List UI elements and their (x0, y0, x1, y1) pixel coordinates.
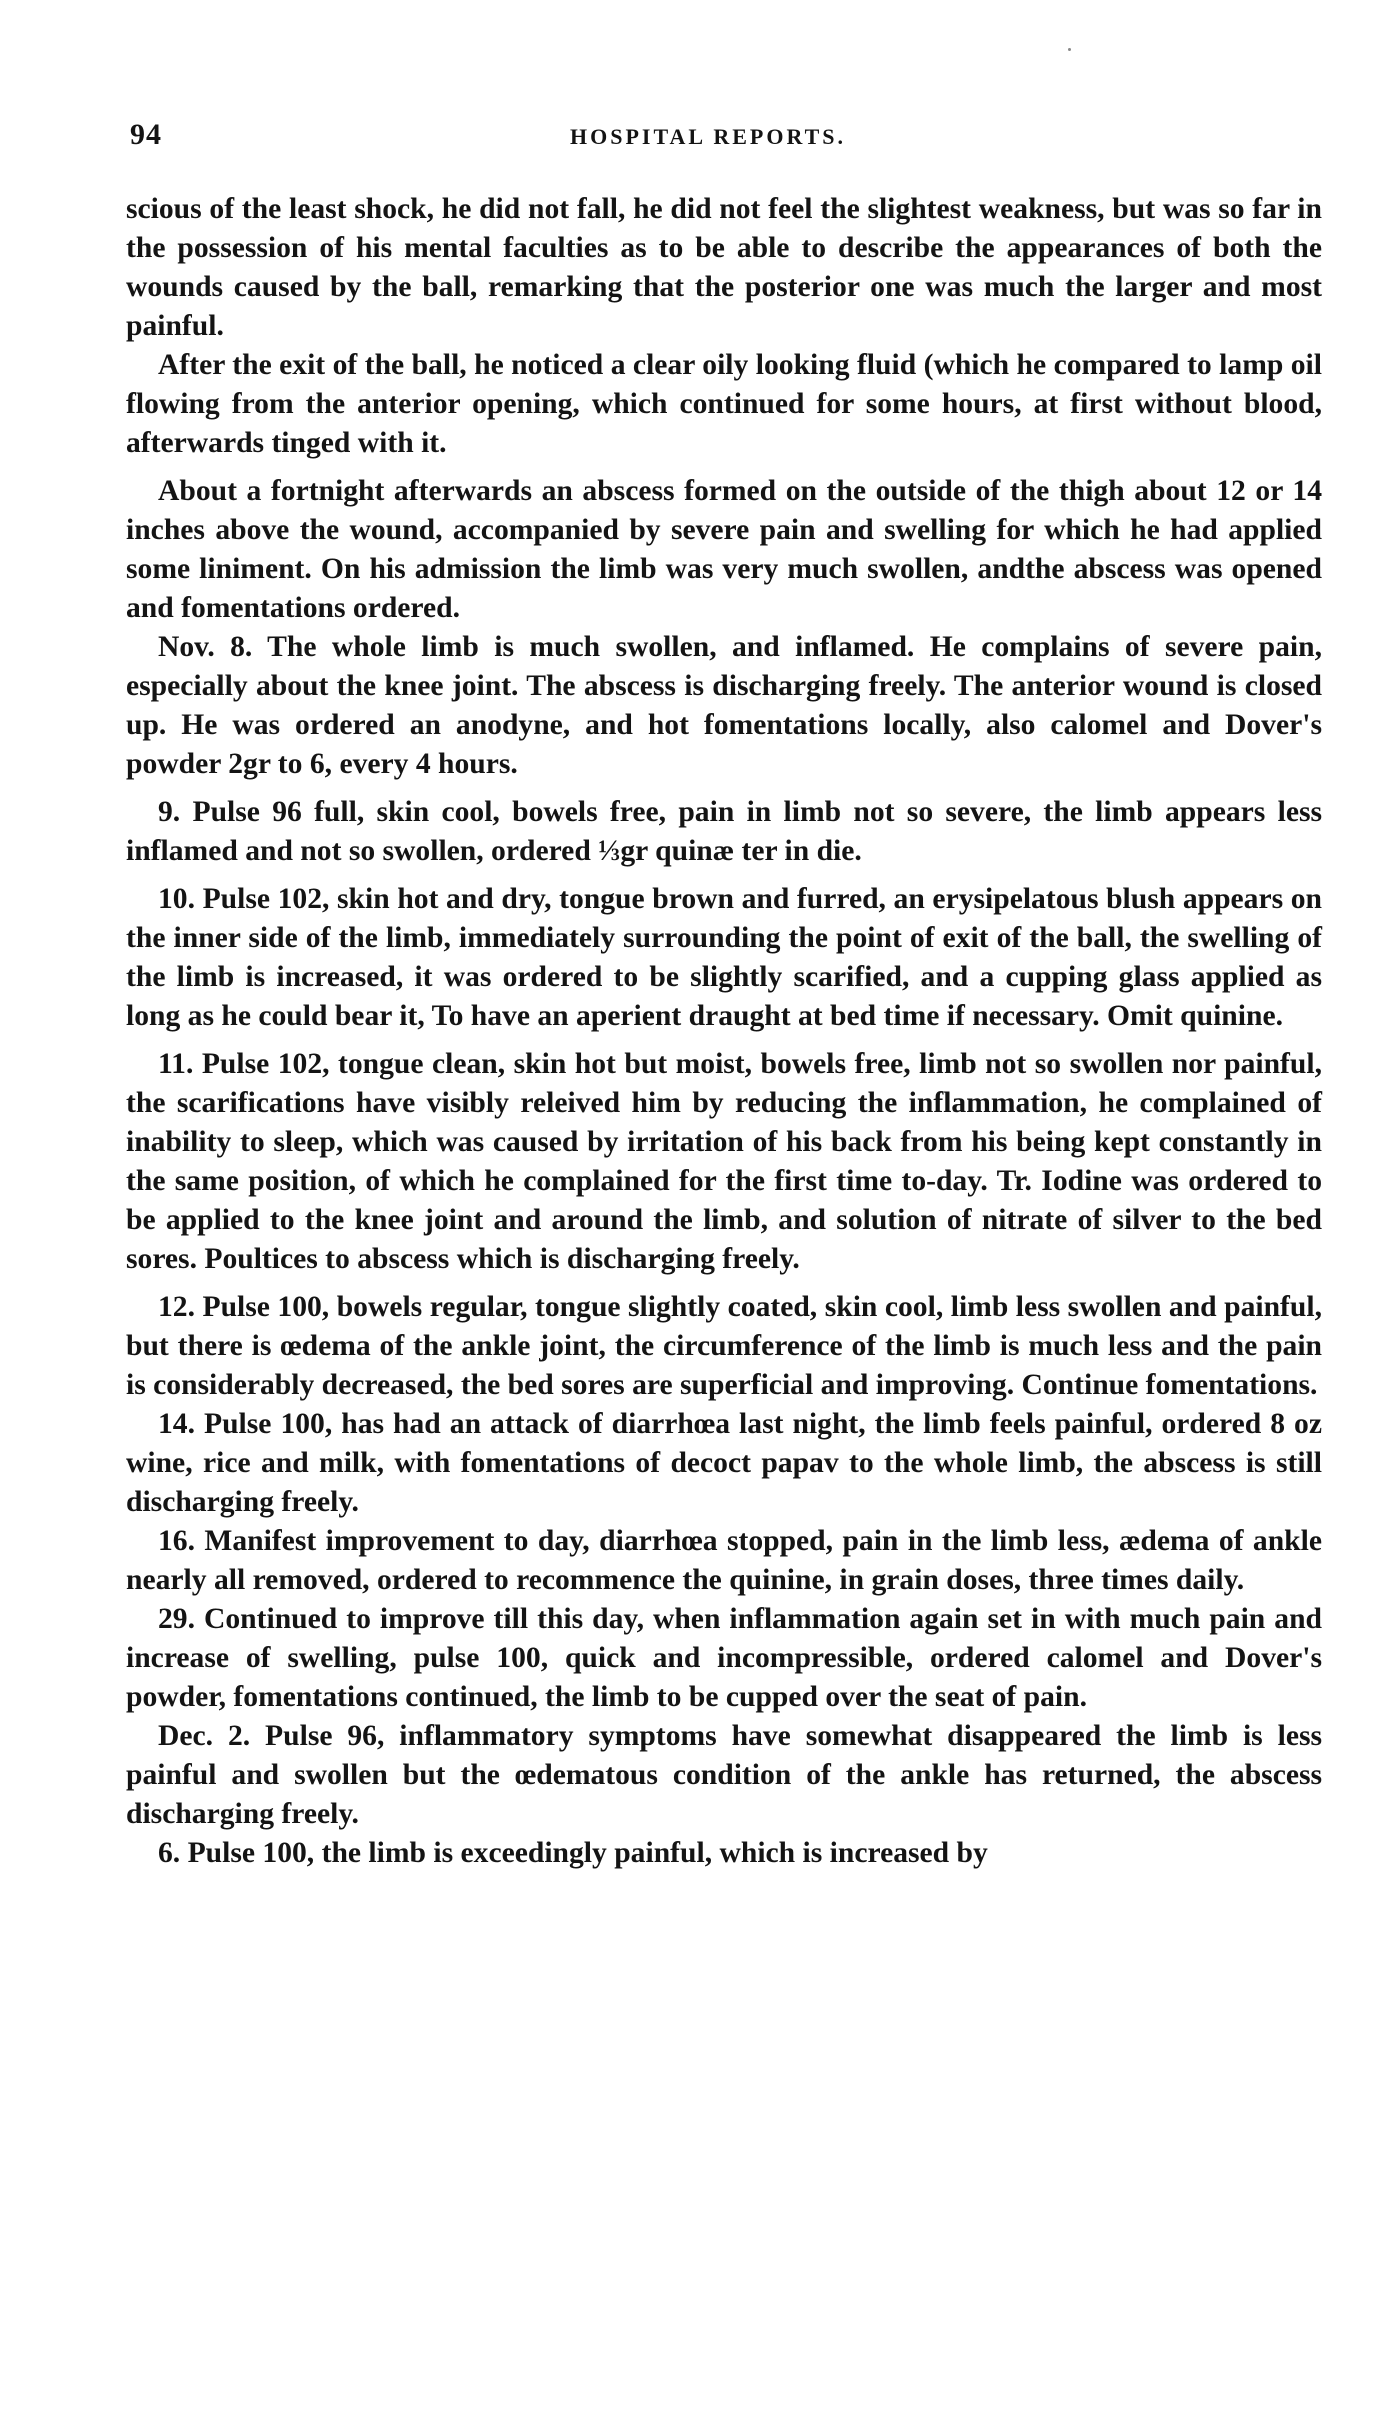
paragraph: 12. Pulse 100, bowels regular, tongue slightly coated, skin cool, limb less swollen and painful, but there is œdema of the ankle joint, the circumference of the limb is much less and the pain is considerably decreased, the bed sores are superficial and improving. Continue fomentations. (126, 1291, 1322, 1401)
paragraph: scious of the least shock, he did not fall, he did not feel the slightest weakness, but was so far in the possession of his mental faculties as to be able to describe the appearances of both the wounds caused by the ball, remarking that the posterior one was much the larger and most painful. (126, 193, 1322, 342)
running-head: HOSPITAL REPORTS. (570, 124, 846, 149)
paragraph: 10. Pulse 102, skin hot and dry, tongue brown and furred, an erysipelatous blush appears on the inner side of the limb, immediately surrounding the point of exit of the ball, the swelling of the limb is increased, it was ordered to be slightly scarified, and a cupping glass applied as long as he could bear it, To have an aperient draught at bed time if necessary. Omit quinine. (126, 883, 1322, 1032)
paper-speck (1068, 48, 1071, 51)
paragraph: 14. Pulse 100, has had an attack of diarrhœa last night, the limb feels painful, ordered 8 oz wine, rice and milk, with fomentations of decoct papav to the whole limb, the abscess is still discharging freely. (126, 1408, 1322, 1518)
body-text (126, 190, 1322, 1873)
paragraph: 16. Manifest improvement to day, diarrhœa stopped, pain in the limb less, ædema of ankle nearly all removed, ordered to recommence the quinine, in grain doses, three times daily. (126, 1525, 1322, 1596)
page-header (130, 118, 1330, 158)
paragraph: About a fortnight afterwards an abscess formed on the outside of the thigh about 12 or 14 inches above the wound, accompanied by severe pain and swelling for which he had applied some liniment. On his admission the limb was very much swollen, andthe abscess was opened and fomentations ordered. (126, 475, 1322, 624)
paragraph: 11. Pulse 102, tongue clean, skin hot but moist, bowels free, limb not so swollen nor painful, the scarifications have visibly releived him by reducing the inflammation, he complained of inability to sleep, which was caused by irritation of his back from his being kept constantly in the same position, of which he complained for the first time to-day. Tr. Iodine was ordered to be applied to the knee joint and around the limb, and solution of nitrate of silver to the bed sores. Poultices to abscess which is discharging freely. (126, 1048, 1322, 1275)
paragraph: Nov. 8. The whole limb is much swollen, and inflamed. He complains of severe pain, especially about the knee joint. The abscess is discharging freely. The anterior wound is closed up. He was ordered an anodyne, and hot fomentations locally, also calomel and Dover's powder 2gr to 6, every 4 hours. (126, 631, 1322, 780)
paragraph: 29. Continued to improve till this day, when inflammation again set in with much pain and increase of swelling, pulse 100, quick and incompressible, ordered calomel and Dover's powder, fomentations continued, the limb to be cupped over the seat of pain. (126, 1603, 1322, 1713)
paragraph: Dec. 2. Pulse 96, inflammatory symptoms have somewhat disappeared the limb is less painful and swollen but the œdematous condition of the ankle has returned, the abscess discharging freely. (126, 1720, 1322, 1830)
paragraph: After the exit of the ball, he noticed a clear oily looking fluid (which he compared to lamp oil flowing from the anterior opening, which continued for some hours, at first without blood, afterwards tinged with it. (126, 349, 1322, 459)
paragraph: 9. Pulse 96 full, skin cool, bowels free, pain in limb not so severe, the limb appears less inflamed and not so swollen, ordered ⅓gr quinæ ter in die. (126, 796, 1322, 867)
paragraph: 6. Pulse 100, the limb is exceedingly painful, which is increased by (158, 1837, 988, 1869)
page-number: 94 (130, 118, 162, 151)
